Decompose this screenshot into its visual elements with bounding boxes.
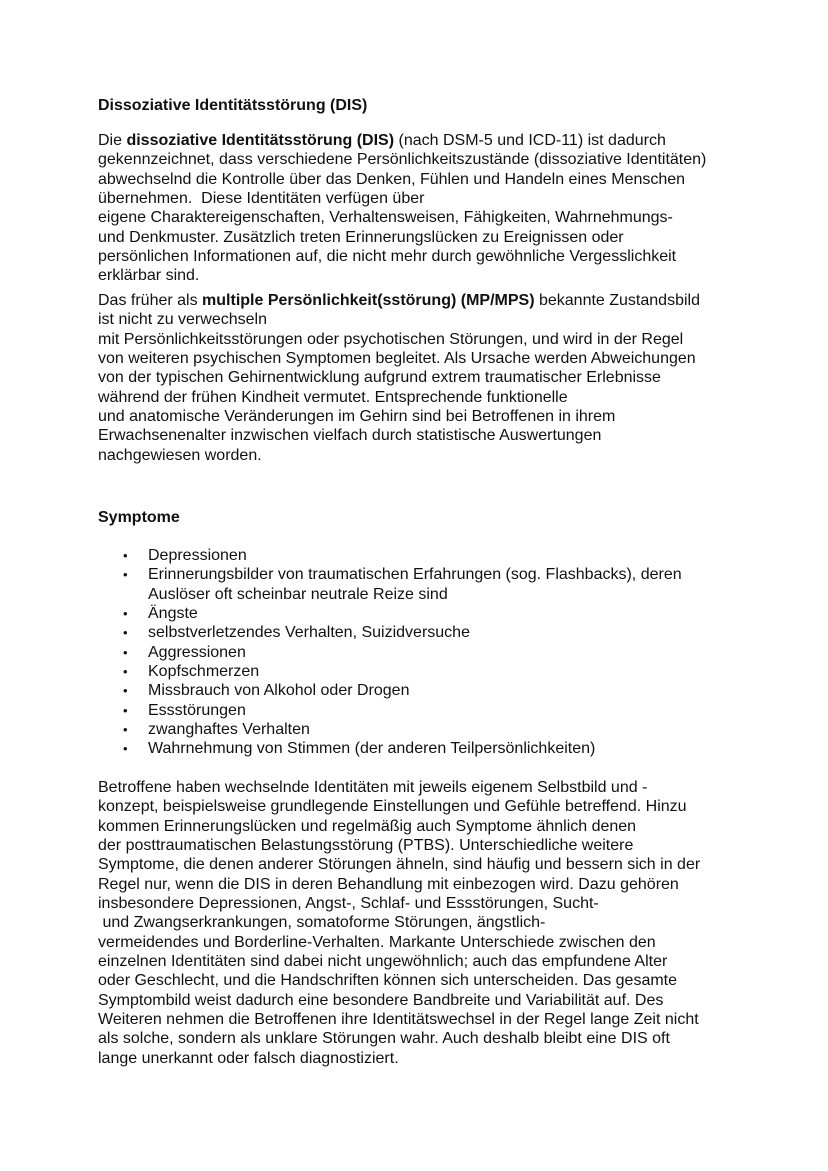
text-segment: einzelnen Identitäten sind dabei nicht ungewöhnlich; auch das empfundene Alter <box>98 953 668 971</box>
symptom-item <box>98 701 682 720</box>
text-line <box>98 426 700 445</box>
text-segment: vermeidendes und Borderline-Verhalten. Markante Unterschiede zwischen den <box>98 933 656 951</box>
text-segment: übernehmen. Diese Identitäten verfügen über <box>98 190 425 208</box>
bullet-icon: • <box>123 741 128 757</box>
bullet-icon: • <box>123 722 128 738</box>
text-segment: nachgewiesen worden. <box>98 446 262 464</box>
symptom-text: zwanghaftes Verhalten <box>148 721 310 739</box>
symptom-item <box>98 720 682 739</box>
symptom-item <box>98 604 682 623</box>
symptom-item <box>98 739 682 758</box>
text-segment: Erwachsenenalter inzwischen vielfach durch statistische Auswertungen <box>98 427 602 445</box>
bullet-icon: • <box>123 625 128 641</box>
bullet-icon: • <box>123 567 128 583</box>
symptom-text: Depressionen <box>148 547 247 564</box>
text-line <box>98 778 700 797</box>
text-segment: der posttraumatischen Belastungsstörung (PTBS). Unterschiedliche weitere <box>98 837 634 855</box>
symptom-text: Auslöser oft scheinbar neutrale Reize sind <box>148 585 448 603</box>
text-line <box>98 817 700 836</box>
text-line <box>98 952 700 971</box>
bold-term: multiple Persönlichkeit(sstörung) (MP/MPS) <box>202 292 535 309</box>
text-segment: gekennzeichnet, dass verschiedene Persönlichkeitszustände (dissoziative Identitäten) <box>98 151 707 169</box>
text-segment: ist nicht zu verwechseln <box>98 311 267 329</box>
text-line <box>98 875 700 894</box>
paragraph-mps <box>98 291 700 465</box>
text-line <box>98 797 700 816</box>
document-title: Dissoziative Identitätsstörung (DIS) <box>98 97 368 114</box>
text-line <box>98 971 700 990</box>
text-segment: konzept, beispielsweise grundlegende Einstellungen und Gefühle betreffend. Hinzu <box>98 798 687 816</box>
text-segment: persönlichen Informationen auf, die nicht mehr durch gewöhnliche Vergesslichkeit <box>98 248 677 266</box>
symptom-text: selbstverletzendes Verhalten, Suizidversuche <box>148 624 470 642</box>
text-line <box>98 170 706 189</box>
text-segment: Weiteren nehmen die Betroffenen ihre Identitätswechsel in der Regel lange Zeit nicht <box>98 1011 699 1029</box>
text-line <box>98 933 700 952</box>
symptom-text: Ängste <box>148 605 198 623</box>
text-line <box>98 446 700 465</box>
text-line <box>98 855 700 874</box>
symptom-item <box>98 662 682 681</box>
symptom-item <box>98 681 682 700</box>
text-segment: erklärbar sind. <box>98 267 200 285</box>
symptom-text: Missbrauch von Alkohol oder Drogen <box>148 682 410 700</box>
text-line <box>98 1029 700 1048</box>
text-line <box>98 310 700 329</box>
text-segment: Symptome, die denen anderer Störungen ähneln, sind häufig und bessern sich in der <box>98 856 701 874</box>
text-segment: bekannte Zustandsbild <box>534 292 700 309</box>
text-line <box>98 330 700 349</box>
text-line <box>98 991 700 1010</box>
paragraph-intro <box>98 131 706 286</box>
text-line <box>98 266 706 285</box>
text-segment: Symptombild weist dadurch eine besondere Bandbreite und Variabilität auf. Des <box>98 991 664 1009</box>
text-segment: oder Geschlecht, und die Handschriften können sich unterscheiden. Das gesamte <box>98 972 678 990</box>
text-segment: und Denkmuster. Zusätzlich treten Erinnerungslücken zu Ereignissen oder <box>98 228 624 246</box>
text-line <box>98 894 700 913</box>
text-line <box>98 189 706 208</box>
symptoms-heading: Symptome <box>98 509 180 526</box>
symptom-text: Kopfschmerzen <box>148 663 260 681</box>
bullet-icon: • <box>123 606 128 622</box>
text-segment: und Zwangserkrankungen, somatoforme Störungen, ängstlich- <box>98 914 546 932</box>
text-segment: eigene Charaktereigenschaften, Verhaltensweisen, Fähigkeiten, Wahrnehmungs- <box>98 209 673 227</box>
text-segment: Die <box>98 132 127 149</box>
text-line <box>98 291 700 310</box>
text-line <box>98 349 700 368</box>
symptom-item <box>98 643 682 662</box>
text-line <box>98 407 700 426</box>
text-segment: kommen Erinnerungslücken und regelmäßig auch Symptome ähnlich denen <box>98 817 637 835</box>
bullet-icon: • <box>123 702 128 718</box>
bullet-icon: • <box>123 644 128 660</box>
text-segment: von der typischen Gehirnentwicklung aufgrund extrem traumatischer Erlebnisse <box>98 369 661 387</box>
text-segment: (nach DSM-5 und ICD-11) ist dadurch <box>394 132 666 149</box>
bullet-icon: • <box>123 664 128 680</box>
text-segment: insbesondere Depressionen, Angst-, Schlaf- und Essstörungen, Sucht- <box>98 895 599 913</box>
text-segment: und anatomische Veränderungen im Gehirn sind bei Betroffenen in ihrem <box>98 408 616 426</box>
symptom-text: Wahrnehmung von Stimmen (der anderen Teilpersönlichkeiten) <box>148 740 596 758</box>
text-segment: mit Persönlichkeitsstörungen oder psychotischen Störungen, und wird in der Regel <box>98 330 684 348</box>
text-segment: als solche, sondern als unklare Störungen wahr. Auch deshalb bleibt eine DIS oft <box>98 1030 670 1048</box>
bullet-icon: • <box>123 683 128 699</box>
symptom-text: Aggressionen <box>148 643 246 661</box>
text-line <box>98 228 706 247</box>
paragraph-details <box>98 778 700 1068</box>
bold-term: dissoziative Identitätsstörung (DIS) <box>126 132 395 149</box>
text-line <box>98 1049 700 1068</box>
symptoms-list <box>98 546 682 759</box>
symptom-text: Erinnerungsbilder von traumatischen Erfahrungen (sog. Flashbacks), deren <box>148 566 682 584</box>
symptom-item <box>98 546 682 565</box>
text-line <box>98 388 700 407</box>
text-line <box>98 208 706 227</box>
text-segment: während der frühen Kindheit vermutet. Entsprechende funktionelle <box>98 388 568 406</box>
text-segment: Betroffene haben wechselnde Identitäten mit jeweils eigenem Selbstbild und - <box>98 779 648 796</box>
text-line <box>98 131 706 150</box>
text-line <box>98 1010 700 1029</box>
text-line <box>98 836 700 855</box>
text-segment: lange unerkannt oder falsch diagnostiziert. <box>98 1049 399 1067</box>
text-segment: abwechselnd die Kontrolle über das Denken, Fühlen und Handeln eines Menschen <box>98 170 686 188</box>
text-line <box>98 247 706 266</box>
text-line <box>98 150 706 169</box>
text-line <box>98 368 700 387</box>
symptom-text: Essstörungen <box>148 701 246 719</box>
text-line <box>98 913 700 932</box>
symptom-item <box>98 623 682 642</box>
symptom-item <box>98 565 682 604</box>
text-segment: Regel nur, wenn die DIS in deren Behandlung mit einbezogen wird. Dazu gehören <box>98 875 679 893</box>
bullet-icon: • <box>123 548 128 563</box>
text-segment: Das früher als <box>98 292 203 309</box>
text-segment: von weiteren psychischen Symptomen begleitet. Als Ursache werden Abweichungen <box>98 350 696 368</box>
